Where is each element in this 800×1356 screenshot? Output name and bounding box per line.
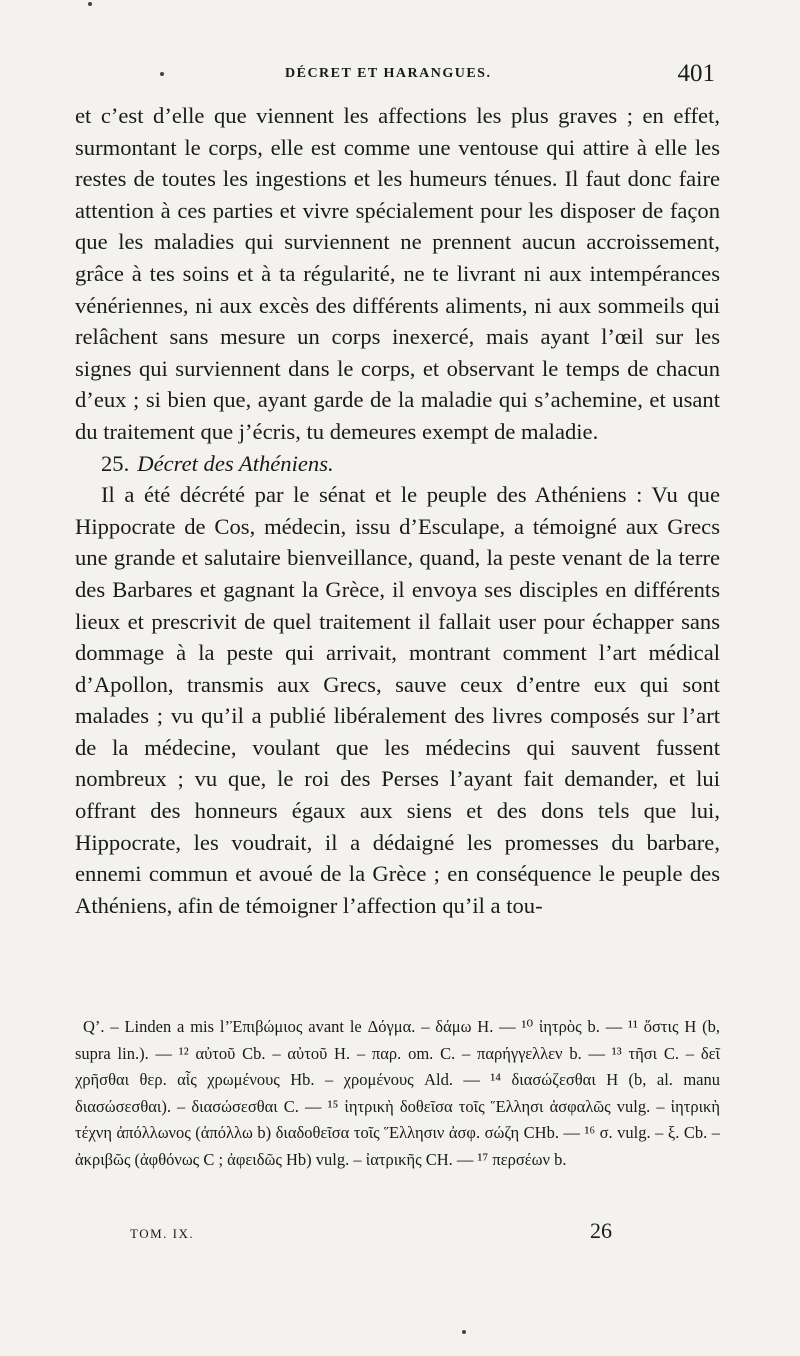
footnote-text: Q’. – Linden a mis l’Ἐπιβώμιος avant le Δόγμα. – δάμω H. — ¹⁰ ἰητρὸς b. — ¹¹ ὅστις H (b, supra lin.). — ¹² αὐτοῦ Cb. – αὐτοῦ H. – παρ. om. C. – παρήγγελλεν b. — ¹³ τῆσι C. – δεῖ χρῆσθαι θερ. αἷς χρωμένους Hb. – χρομένους Ald. — ¹⁴ διασώζεσθαι H (b, al. manu διασώσεσθαι). – διασώσεσθαι C. — ¹⁵ ἰητρικὴ δοθεῖσα τοῖς Ἕλλησι ἀσφαλῶς vulg. – ἰητρικὴ τέχνη ἀπόλλωνος (ἀπόλλω b) διαδοθεῖσα τοῖς Ἕλλησιν ἀσφ. σώζη CHb. — ¹⁶ σ. vulg. – ξ. Cb. – ἀκριβῶς (ἀφθόνως C ; ἀφειδῶς Hb) vulg. – ἰατρικῆς CH. — ¹⁷ περσέων b.	[75, 1017, 720, 1169]
ink-speck	[160, 72, 164, 76]
page-number: 401	[677, 60, 715, 87]
paragraph-continued: et c’est d’elle que viennent les affections les plus graves ; en effet, surmontant le corps, elle est comme une ventouse qui attire à elle les restes de toutes les ingestions et les humeurs ténues. Il faut donc faire attention à ces parties et vivre spécialement pour les disposer de façon que les maladies qui surviennent ne prennent aucun accroissement, grâce à tes soins et à ta régularité, ne te livrant ni aux intempérances vénériennes, ni aux excès des différents aliments, ni aux sommeils qui relâchent sans mesure un corps inexercé, mais ayant l’œil sur les signes qui surviennent dans le corps, et observant le temps de chacun d’eux ; si bien que, ayant garde de la maladie qui s’achemine, et usant du traitement que j’écris, tu demeures exempt de maladie.	[75, 103, 720, 444]
page-header	[75, 60, 715, 90]
main-text	[75, 100, 720, 921]
section-heading	[75, 448, 720, 480]
ink-speck	[88, 2, 92, 6]
footnotes	[75, 1014, 720, 1174]
paragraph-decree: Il a été décrété par le sénat et le peuple des Athéniens : Vu que Hippocrate de Cos, médecin, issu d’Esculape, a témoigné aux Grecs une grande et salutaire bienveillance, quand, la peste venant de la terre des Barbares et gagnant la Grèce, il envoya ses disciples en différents lieux et prescrivit de quel traitement il fallait user pour échapper sans dommage à la peste qui arrivait, montrant comment l’art médical d’Apollon, transmis aux Grecs, sauve ceux d’entre eux qui sont malades ; vu qu’il a publié libéralement des livres composés sur l’art de la médecine, voulant que les médecins qui sauvent fussent nombreux ; vu que, le roi des Perses l’ayant fait demander, et lui offrant des honneurs égaux aux siens et des dons tels que lui, Hippocrate, les voudrait, il a dédaigné les promesses du barbare, ennemi commun et avoué de la Grèce ; en conséquence le peuple des Athéniens, afin de témoigner l’affection qu’il a tou-	[75, 482, 720, 918]
ink-speck	[462, 1330, 466, 1334]
volume-label: TOM. IX.	[130, 1226, 195, 1241]
page-footer	[75, 1218, 720, 1248]
running-title: DÉCRET ET HARANGUES.	[285, 66, 492, 81]
section-number: 25.	[101, 450, 130, 476]
signature-mark: 26	[590, 1218, 612, 1243]
section-title: Décret des Athéniens.	[137, 450, 334, 476]
